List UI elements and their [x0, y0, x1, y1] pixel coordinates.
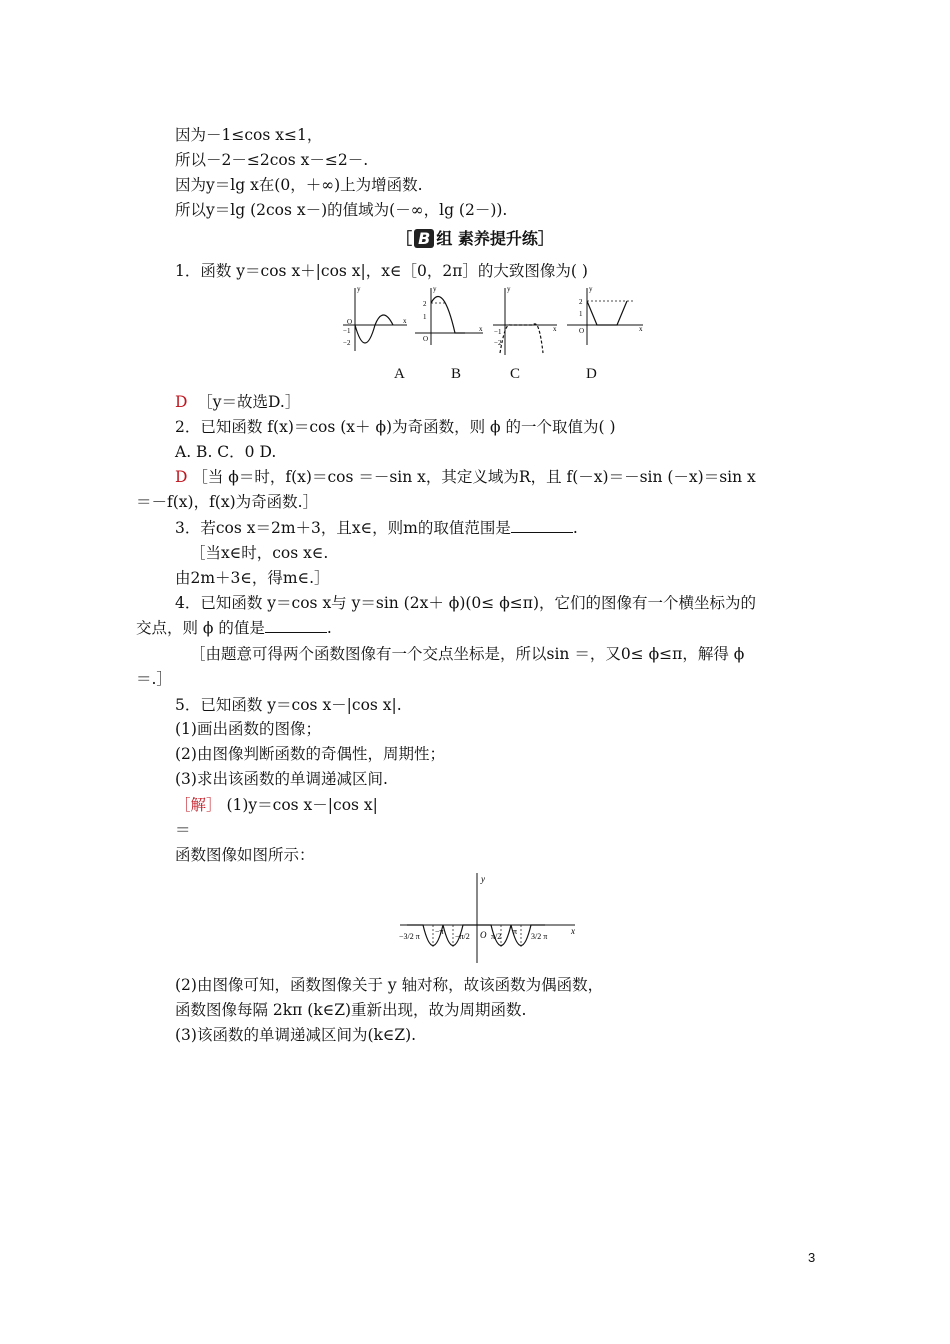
graph-d-two: 2 [579, 298, 583, 306]
solution-graph [395, 868, 585, 968]
question-1: 1．函数 y＝cos x＋|cos x|，x∈［0，2π］的大致图像为( ) [175, 262, 588, 280]
solution-graph-x-label: x [571, 926, 575, 936]
page-number: 3 [808, 1250, 816, 1265]
graph-b-y-label: y [433, 285, 437, 293]
section-badge: B [414, 229, 434, 248]
graph-d-origin: O [579, 327, 585, 335]
solution-graph-label-neg-pi2: −π/2 [455, 932, 470, 941]
solution-line-3: 函数图像每隔 2kπ (k∈Z)重新出现，故为周期函数. [175, 1001, 527, 1019]
graph-d-one: 1 [579, 310, 583, 318]
section-header [0, 226, 950, 249]
solution-graph-label-neg-3pi2: −3/2 π [399, 932, 420, 941]
graph-a-x-label: x [403, 317, 407, 325]
question-5-part-3: (3)求出该函数的单调递减区间. [175, 770, 388, 788]
graph-a-origin: O [347, 318, 353, 326]
graph-c [493, 285, 557, 355]
question-5-part-2: (2)由图像判断函数的奇偶性，周期性； [175, 745, 445, 763]
graph-b [415, 285, 483, 345]
line-4: 所以y＝lg (2cos x－)的值域为(－∞，lg (2－)). [175, 201, 508, 219]
answer-2-letter: D [175, 468, 188, 486]
answer-2-continued: ＝－f(x)，f(x)为奇函数.］ [136, 493, 319, 511]
question-2: 2．已知函数 f(x)＝cos (x＋ ϕ)为奇函数，则 ϕ 的一个取值为( ) [175, 418, 616, 436]
question-5-part-1: (1)画出函数的图像； [175, 720, 321, 738]
answer-1 [175, 391, 300, 413]
question-3-text: 3．若cos x＝2m＋3，且x∈，则m的取值范围是 [175, 519, 511, 537]
graph-a-neg1: −1 [343, 327, 351, 335]
graph-d [567, 285, 643, 345]
question-4: 4．已知函数 y＝cos x与 y＝sin (2x＋ ϕ)(0≤ ϕ≤π)，它们的图像有一个横坐标为的 [175, 594, 756, 612]
solution-figure-caption: 函数图像如图所示： [175, 846, 315, 864]
answer-2-text: ［当 ϕ＝时，f(x)＝cos ＝－sin x，其定义域为R，且 f(－x)＝－sin (－x)＝sin x [192, 468, 756, 486]
question-4-text: 交点，则 ϕ 的值是 [136, 619, 265, 637]
question-3-blank [511, 518, 573, 533]
graph-b-two: 2 [423, 300, 427, 308]
answer-3-line-2: 由2m＋3∈，得m∈.］ [175, 569, 330, 587]
solution-graph-label-3pi2: 3/2 π [531, 932, 548, 941]
solution-graph-label-neg-pi: −π [435, 927, 444, 936]
answer-1-letter: D [175, 393, 188, 411]
option-graphs [335, 283, 655, 363]
graph-d-x-label: x [639, 325, 643, 333]
solution-graph-label-pi: π [513, 927, 518, 936]
solution-equals: ＝ [175, 821, 191, 839]
line-3: 因为y＝lg x在(0，＋∞)上为增函数. [175, 176, 423, 194]
line-2: 所以－2－≤2cos x－≤2－. [175, 151, 369, 169]
graph-c-x-label: x [553, 325, 557, 333]
answer-4-line-2: ＝.］ [136, 670, 172, 688]
solution-graph-y-label: y [481, 874, 485, 884]
graph-d-y-label: y [589, 285, 593, 293]
question-4-continued [136, 617, 332, 639]
option-label-a: A [394, 366, 405, 382]
solution-graph-origin: O [480, 930, 487, 940]
answer-4-line-1: ［由题意可得两个函数图像有一个交点坐标是，所以sin ＝，又0≤ ϕ≤π，解得 ϕ [190, 645, 745, 663]
graph-c-y-label: y [507, 285, 511, 293]
graph-a-y-label: y [357, 285, 361, 293]
solution-line-2: (2)由图像可知，函数图像关于 y 轴对称，故该函数为偶函数， [175, 976, 604, 994]
question-4-blank [265, 618, 327, 633]
option-label-b: B [451, 366, 462, 382]
answer-3-line-1: ［当x∈时，cos x∈. [190, 544, 329, 562]
graph-b-x-label: x [479, 325, 483, 333]
option-label-c: C [510, 366, 521, 382]
graph-a-neg2: −2 [343, 339, 351, 347]
graph-b-one: 1 [423, 313, 427, 321]
answer-1-text: ［y＝故选D.］ [197, 393, 301, 411]
solution-graph-label-pi2: π/2 [491, 932, 502, 941]
graph-c-neg1: −1 [494, 328, 502, 336]
graph-b-origin: O [423, 335, 429, 343]
solution-line-1 [175, 794, 378, 816]
question-4-end: . [326, 619, 332, 637]
section-title: 组 素养提升练 [436, 229, 538, 248]
line-1: 因为－1≤cos x≤1， [175, 126, 323, 144]
answer-2 [175, 466, 756, 488]
graph-c-neg2: −2 [494, 339, 502, 347]
question-5: 5．已知函数 y＝cos x－|cos x|. [175, 696, 402, 714]
section-bracket-open: ［ [396, 229, 413, 248]
graph-a [343, 285, 407, 351]
solution-text: (1)y＝cos x－|cos x| [221, 796, 378, 814]
section-bracket-close: ］ [537, 229, 554, 248]
question-3-end: . [572, 519, 578, 537]
question-3 [175, 517, 578, 539]
question-2-options: A. B. C．0 D. [175, 443, 277, 461]
solution-line-4: (3)该函数的单调递减区间为(k∈Z). [175, 1026, 417, 1044]
option-label-d: D [586, 366, 597, 382]
solution-tag: ［解］ [175, 796, 222, 814]
